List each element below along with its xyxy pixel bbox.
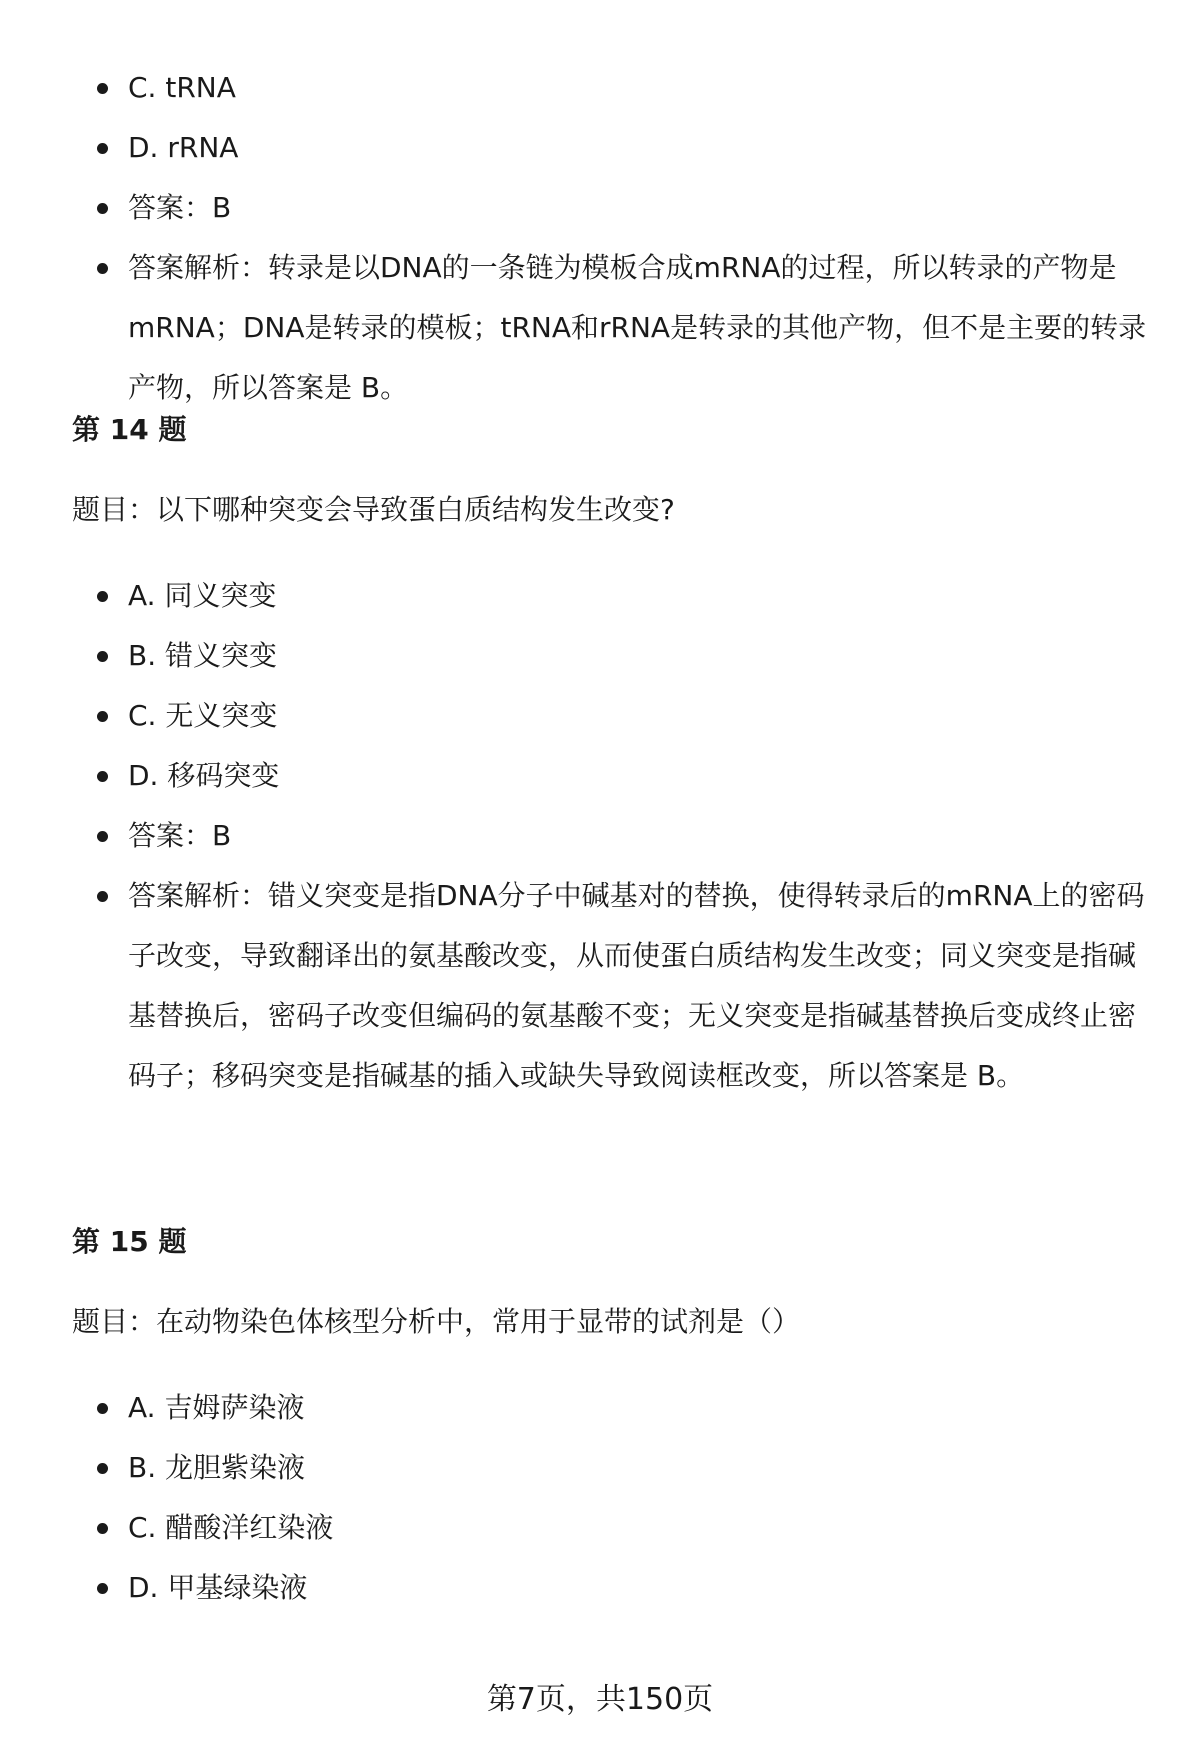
list-item: B. 龙胆紫染液 [0,1438,1200,1498]
list-item: D. rRNA [0,118,1200,178]
bullet-icon [97,591,108,602]
bullet-icon [97,711,108,722]
options-list-q15 [0,1378,1200,1618]
question-text-14: 题目：以下哪种突变会导致蛋白质结构发生改变? [72,493,675,526]
answer-item: 答案：B [0,178,1200,238]
list-item: B. 错义突变 [0,626,1200,686]
explanation-item: 答案解析：错义突变是指DNA分子中碱基对的替换，使得转录后的mRNA上的密码子改变，导致翻译出的氨基酸改变，从而使蛋白质结构发生改变；同义突变是指碱基替换后，密码子改变但编码的氨基酸不变；无义突变是指碱基替换后变成终止密码子；移码突变是指碱基的插入或缺失导致阅读框改变，所以答案是 B。 [0,866,1200,1106]
bullet-icon [97,1403,108,1414]
page-number: 第7页，共150页 [486,1682,714,1717]
list-item: C. tRNA [0,58,1200,118]
question-heading-15: 第 15 题 [72,1225,187,1258]
options-list-q13 [0,58,1200,418]
list-item: A. 同义突变 [0,566,1200,626]
list-item: D. 甲基绿染液 [0,1558,1200,1618]
question-text-15: 题目：在动物染色体核型分析中，常用于显带的试剂是（） [72,1305,801,1338]
options-list-q14 [0,566,1200,1106]
bullet-icon [97,771,108,782]
answer-item: 答案：B [0,806,1200,866]
question-heading-14: 第 14 题 [72,413,187,446]
bullet-icon [97,1463,108,1474]
list-item: A. 吉姆萨染液 [0,1378,1200,1438]
list-item: D. 移码突变 [0,746,1200,806]
bullet-icon [97,831,108,842]
explanation-item: 答案解析：转录是以DNA的一条链为模板合成mRNA的过程，所以转录的产物是mRNA；DNA是转录的模板；tRNA和rRNA是转录的其他产物，但不是主要的转录产物，所以答案是 B。 [0,238,1200,418]
bullet-icon [97,651,108,662]
list-item: C. 无义突变 [0,686,1200,746]
bullet-icon [97,143,108,154]
list-item: C. 醋酸洋红染液 [0,1498,1200,1558]
bullet-icon [97,891,108,902]
bullet-icon [97,83,108,94]
bullet-icon [97,1583,108,1594]
bullet-icon [97,263,108,274]
bullet-icon [97,203,108,214]
bullet-icon [97,1523,108,1534]
